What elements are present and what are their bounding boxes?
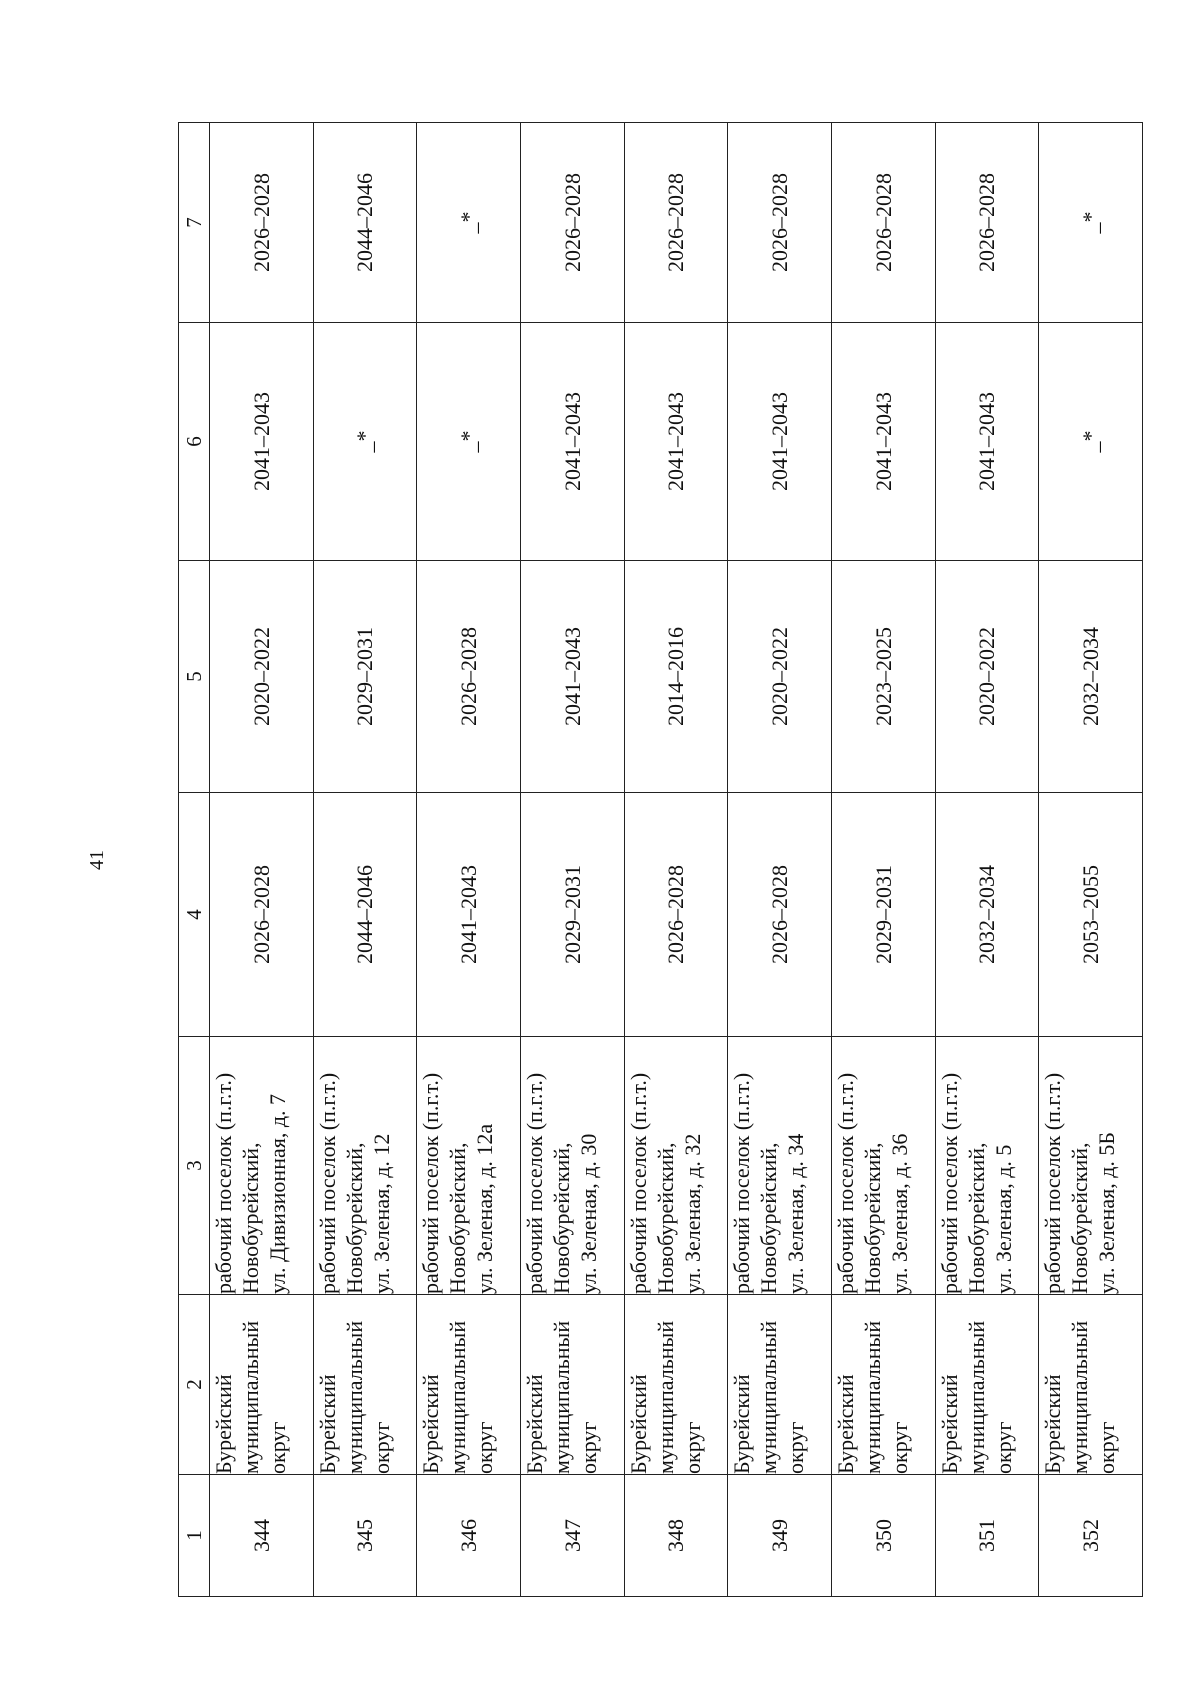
column-header-7: 7 [179,123,210,323]
period-col6: 2041–2043 [624,323,728,561]
period-col6: 2041–2043 [935,323,1039,561]
period-col7: 2026–2028 [210,123,314,323]
district-cell: Бурейский муниципальный округ [417,1295,521,1475]
rotated-table-container [178,123,1143,1597]
row-number: 351 [935,1475,1039,1597]
period-col5: 2032–2034 [1039,561,1143,793]
period-col7: 2044–2046 [313,123,417,323]
period-col7: 2026–2028 [624,123,728,323]
period-col4: 2026–2028 [210,793,314,1037]
address-cell: рабочий поселок (п.г.т.) Новобурейский, ул. Зеленая, д. 36 [831,1037,935,1295]
table-row [831,123,935,1597]
column-header-4: 4 [179,793,210,1037]
row-number: 352 [1039,1475,1143,1597]
period-col7: _* [1039,123,1143,323]
page-number: 41 [86,850,108,870]
period-col6: 2041–2043 [210,323,314,561]
table-header [179,123,210,1597]
district-cell: Бурейский муниципальный округ [624,1295,728,1475]
district-cell: Бурейский муниципальный округ [210,1295,314,1475]
period-col6: _* [417,323,521,561]
schedule-table [178,122,1143,1597]
period-col7: _* [417,123,521,323]
column-header-5: 5 [179,561,210,793]
period-col5: 2026–2028 [417,561,521,793]
period-col6: 2041–2043 [728,323,832,561]
period-col7: 2026–2028 [831,123,935,323]
row-number: 348 [624,1475,728,1597]
period-col6: 2041–2043 [831,323,935,561]
period-col6: _* [313,323,417,561]
period-col4: 2032–2034 [935,793,1039,1037]
period-col4: 2026–2028 [728,793,832,1037]
row-number: 344 [210,1475,314,1597]
table-row [1039,123,1143,1597]
district-cell: Бурейский муниципальный округ [728,1295,832,1475]
period-col5: 2029–2031 [313,561,417,793]
period-col4: 2026–2028 [624,793,728,1037]
period-col4: 2029–2031 [520,793,624,1037]
period-col5: 2014–2016 [624,561,728,793]
row-number: 345 [313,1475,417,1597]
period-col4: 2053–2055 [1039,793,1143,1037]
period-col4: 2029–2031 [831,793,935,1037]
row-number: 347 [520,1475,624,1597]
table-body [210,123,1143,1597]
column-header-1: 1 [179,1475,210,1597]
period-col7: 2026–2028 [935,123,1039,323]
period-col7: 2026–2028 [728,123,832,323]
period-col5: 2020–2022 [728,561,832,793]
period-col4: 2044–2046 [313,793,417,1037]
address-cell: рабочий поселок (п.г.т.) Новобурейский, ул. Зеленая, д. 32 [624,1037,728,1295]
column-header-6: 6 [179,323,210,561]
period-col4: 2041–2043 [417,793,521,1037]
address-cell: рабочий поселок (п.г.т.) Новобурейский, ул. Зеленая, д. 12а [417,1037,521,1295]
period-col5: 2020–2022 [935,561,1039,793]
period-col6: _* [1039,323,1143,561]
table-row [520,123,624,1597]
table-row [313,123,417,1597]
table-row [935,123,1039,1597]
column-header-3: 3 [179,1037,210,1295]
column-header-2: 2 [179,1295,210,1475]
district-cell: Бурейский муниципальный округ [313,1295,417,1475]
period-col7: 2026–2028 [520,123,624,323]
address-cell: рабочий поселок (п.г.т.) Новобурейский, ул. Зеленая, д. 12 [313,1037,417,1295]
district-cell: Бурейский муниципальный округ [1039,1295,1143,1475]
address-cell: рабочий поселок (п.г.т.) Новобурейский, ул. Зеленая, д. 34 [728,1037,832,1295]
period-col5: 2023–2025 [831,561,935,793]
table-row [728,123,832,1597]
address-cell: рабочий поселок (п.г.т.) Новобурейский, ул. Дивизионная, д. 7 [210,1037,314,1295]
period-col6: 2041–2043 [520,323,624,561]
district-cell: Бурейский муниципальный округ [831,1295,935,1475]
address-cell: рабочий поселок (п.г.т.) Новобурейский, ул. Зеленая, д. 30 [520,1037,624,1295]
table-row [417,123,521,1597]
address-cell: рабочий поселок (п.г.т.) Новобурейский, ул. Зеленая, д. 5 [935,1037,1039,1295]
period-col5: 2020–2022 [210,561,314,793]
table-row [210,123,314,1597]
period-col5: 2041–2043 [520,561,624,793]
header-row [179,123,210,1597]
district-cell: Бурейский муниципальный округ [935,1295,1039,1475]
row-number: 346 [417,1475,521,1597]
table-row [624,123,728,1597]
district-cell: Бурейский муниципальный округ [520,1295,624,1475]
address-cell: рабочий поселок (п.г.т.) Новобурейский, ул. Зеленая, д. 5Б [1039,1037,1143,1295]
row-number: 350 [831,1475,935,1597]
row-number: 349 [728,1475,832,1597]
